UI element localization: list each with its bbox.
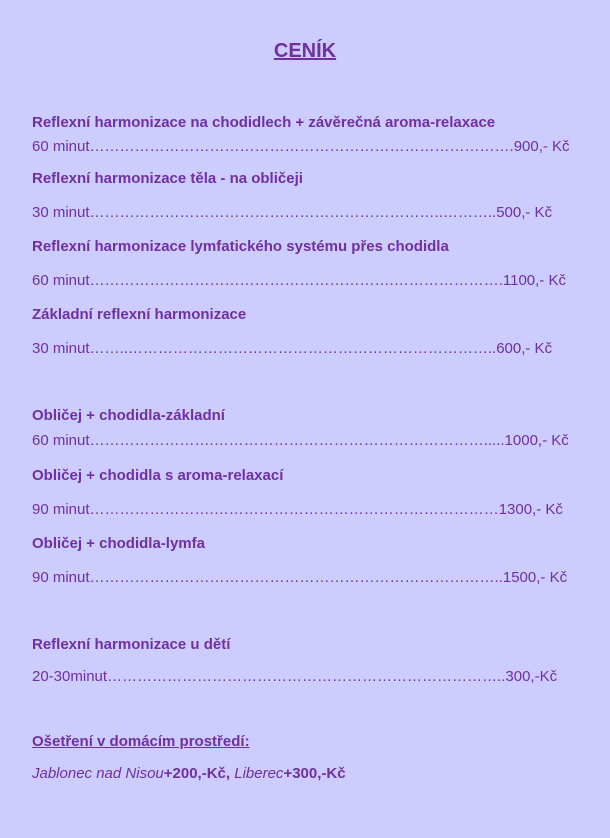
home-service-prices [32,764,346,784]
service-price: 20-30minut……………………………………………………………………..300,-Kč [32,668,558,685]
service-price: 60 minut…………………………………………………….………………….1100,- Kč [32,272,566,289]
service-price: 30 minut……………………………………………………………..………..500,- Kč [32,204,553,221]
service-name: Obličej + chodidla-základní [32,407,225,424]
page-title: CENÍK [273,40,337,62]
service-name: Reflexní harmonizace na chodidlech + závěrečná aroma-relaxace [32,114,496,131]
service-name: Základní reflexní harmonizace [32,306,247,323]
city-liberec: Liberec [234,765,284,782]
service-name: Reflexní harmonizace u dětí [32,636,231,653]
service-price: 60 minut………………………………………………………………………….900,- Kč [32,138,570,155]
city-jablonec: Jablonec nad Nisou [32,765,164,782]
service-price: 90 minut…………………….…………………………………………………1300,- Kč [32,501,563,518]
service-price: 30 minut……..………………………………………………………………..600,- Kč [32,340,553,357]
price-liberec: +300,-Kč [283,765,346,782]
service-name: Obličej + chodidla-lymfa [32,535,205,552]
service-name: Obličej + chodidla s aroma-relaxací [32,467,284,484]
service-name: Reflexní harmonizace lymfatického systému přes chodidla [32,238,449,255]
service-price: 90 minut………………………………………………………………………..1500,- Kč [32,569,568,586]
price-jablonec: +200,-Kč, [163,765,231,782]
home-service-heading: Ošetření v domácím prostředí: [32,733,250,750]
service-name: Reflexní harmonizace těla - na obličeji [32,170,303,187]
service-price: 60 minut…………………….……………………………………………….....1000,- Kč [32,432,569,449]
